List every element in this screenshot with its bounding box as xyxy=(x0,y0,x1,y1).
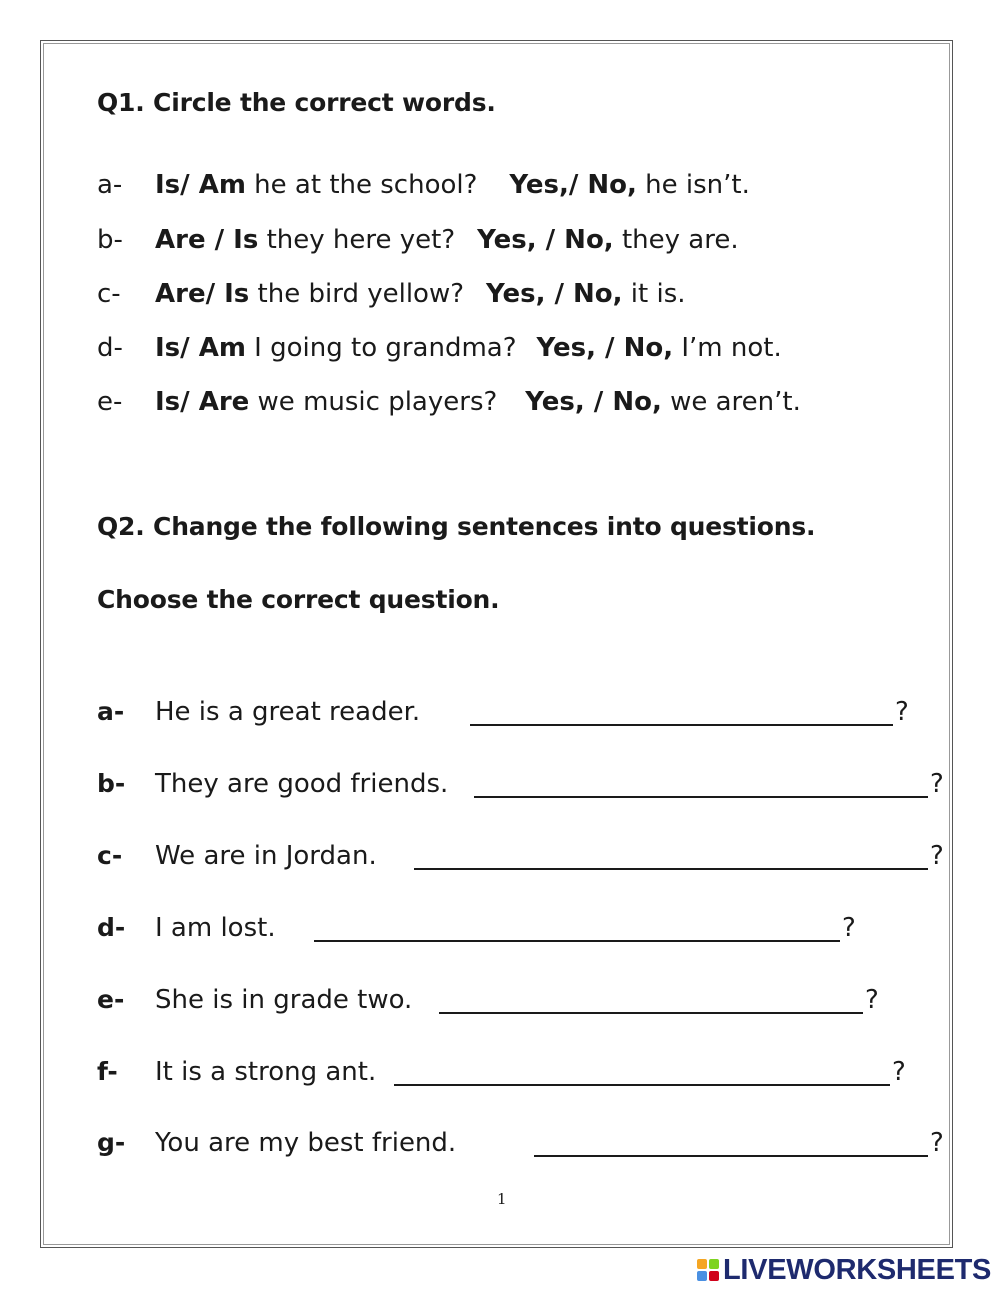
q1-options[interactable]: Are/ Is xyxy=(155,279,250,309)
answer-blank-a[interactable] xyxy=(470,724,893,726)
q1-answer-tail: I’m not. xyxy=(673,333,782,363)
q2-item-letter: e- xyxy=(97,985,125,1014)
q2-sentence: It is a strong ant. xyxy=(155,1057,377,1087)
q2-title: Q2. Change the following sentences into questions. xyxy=(97,512,816,541)
answer-blank-g[interactable] xyxy=(534,1155,928,1157)
q1-answers[interactable]: Yes, / No, xyxy=(486,279,623,309)
q1-question: he at the school? xyxy=(245,170,478,200)
question-mark: ? xyxy=(930,841,944,871)
answer-blank-b[interactable] xyxy=(474,796,928,798)
q2-sentence: I am lost. xyxy=(155,913,276,943)
logo-square-icon xyxy=(697,1259,707,1269)
q2-item-letter: f- xyxy=(97,1057,118,1086)
q2-item-f xyxy=(97,1057,376,1087)
q2-item-d xyxy=(97,913,276,943)
q2-item-e xyxy=(97,985,412,1015)
q1-answers[interactable]: Yes, / No, xyxy=(477,225,614,255)
question-mark: ? xyxy=(930,1128,944,1158)
q1-item-letter: a- xyxy=(97,170,123,200)
q1-options[interactable]: Is/ Are xyxy=(155,387,250,417)
q1-question: I going to grandma? xyxy=(245,333,517,363)
q1-question: the bird yellow? xyxy=(249,279,465,309)
q1-item-e xyxy=(97,387,801,417)
q1-item-b xyxy=(97,225,739,255)
q1-question: we music players? xyxy=(249,387,498,417)
question-mark: ? xyxy=(892,1057,906,1087)
logo-square-icon xyxy=(709,1259,719,1269)
q2-item-letter: g- xyxy=(97,1128,126,1157)
question-mark: ? xyxy=(865,985,879,1015)
q1-answer-tail: he isn’t. xyxy=(636,170,750,200)
q2-subtitle: Choose the correct question. xyxy=(97,585,500,614)
q2-sentence: They are good friends. xyxy=(155,769,449,799)
question-mark: ? xyxy=(895,697,909,727)
q2-item-c xyxy=(97,841,377,871)
q2-item-g xyxy=(97,1128,456,1158)
answer-blank-c[interactable] xyxy=(414,868,928,870)
q1-answer-tail: they are. xyxy=(613,225,739,255)
q1-item-letter: c- xyxy=(97,279,121,309)
question-mark: ? xyxy=(930,769,944,799)
q1-question: they here yet? xyxy=(258,225,456,255)
answer-blank-e[interactable] xyxy=(439,1012,863,1014)
q2-sentence: You are my best friend. xyxy=(155,1128,457,1158)
q2-sentence: He is a great reader. xyxy=(155,697,421,727)
q1-answers[interactable]: Yes, / No, xyxy=(525,387,662,417)
page-number: 1 xyxy=(497,1190,507,1208)
q1-answers[interactable]: Yes,/ No, xyxy=(509,170,637,200)
q2-item-letter: c- xyxy=(97,841,123,870)
q1-answer-tail: it is. xyxy=(622,279,686,309)
logo-grid-icon xyxy=(697,1259,719,1281)
q1-item-letter: e- xyxy=(97,387,123,417)
q2-sentence: We are in Jordan. xyxy=(155,841,377,871)
answer-blank-f[interactable] xyxy=(394,1084,890,1086)
logo-square-icon xyxy=(709,1271,719,1281)
q1-answer-tail: we aren’t. xyxy=(661,387,801,417)
q1-item-d xyxy=(97,333,782,363)
q2-item-b xyxy=(97,769,448,799)
q2-item-a xyxy=(97,697,420,727)
logo-text: LIVEWORKSHEETS xyxy=(723,1253,992,1286)
q2-item-letter: b- xyxy=(97,769,126,798)
q1-options[interactable]: Are / Is xyxy=(155,225,259,255)
q1-options[interactable]: Is/ Am xyxy=(155,333,246,363)
q1-options[interactable]: Is/ Am xyxy=(155,170,246,200)
q1-title: Q1. Circle the correct words. xyxy=(97,88,496,117)
question-mark: ? xyxy=(842,913,856,943)
answer-blank-d[interactable] xyxy=(314,940,840,942)
q2-item-letter: d- xyxy=(97,913,126,942)
q1-item-c xyxy=(97,279,686,309)
logo-square-icon xyxy=(697,1271,707,1281)
q1-item-a xyxy=(97,170,750,200)
q1-answers[interactable]: Yes, / No, xyxy=(536,333,674,363)
q2-item-letter: a- xyxy=(97,697,125,726)
q1-item-letter: d- xyxy=(97,333,123,363)
q1-item-letter: b- xyxy=(97,225,123,255)
q2-sentence: She is in grade two. xyxy=(155,985,413,1015)
liveworksheets-logo[interactable] xyxy=(697,1255,991,1285)
